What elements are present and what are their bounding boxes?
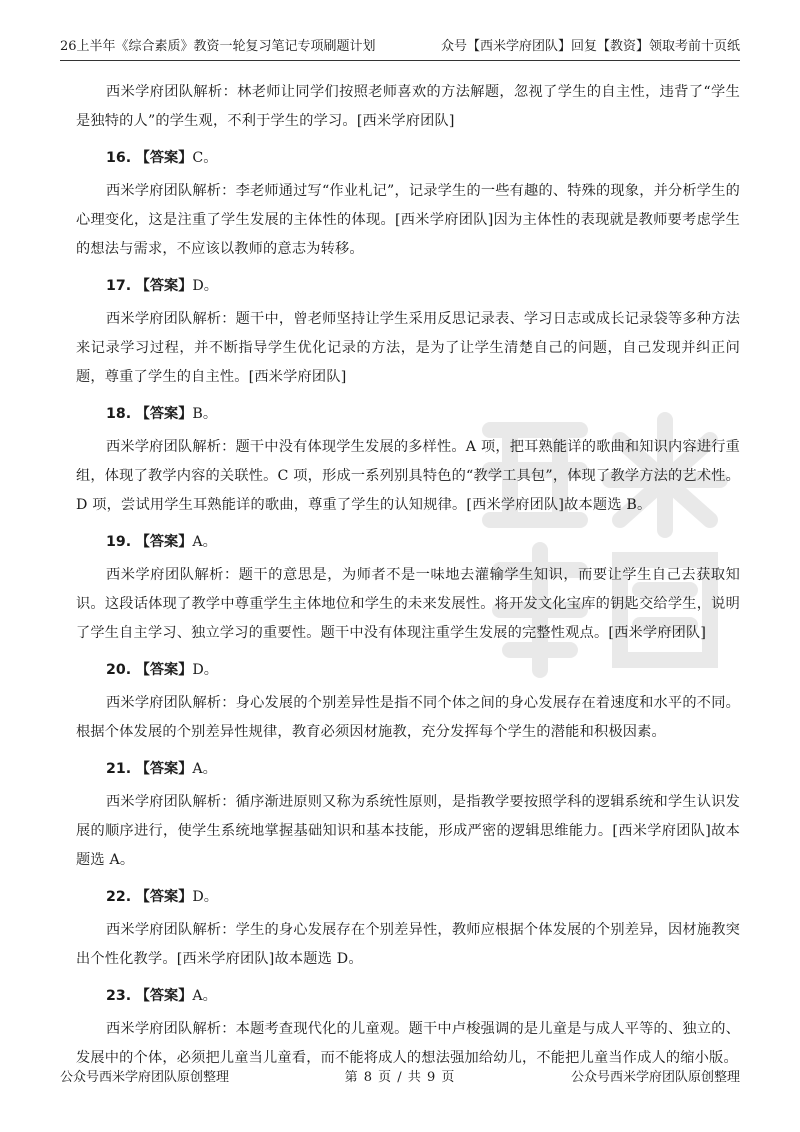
answer-item (76, 883, 740, 974)
answer-choice: A。 (192, 761, 217, 777)
answer-item (76, 755, 740, 875)
question-number: 22. (106, 889, 132, 905)
answer-choice: D。 (192, 662, 218, 678)
document-body (76, 78, 740, 1073)
answer-line (76, 272, 740, 301)
answer-choice: A。 (192, 534, 217, 550)
answer-tag: 【答案】 (135, 889, 193, 905)
answer-item (76, 982, 740, 1073)
answer-tag: 【答案】 (135, 662, 193, 678)
answer-choice: C。 (192, 150, 218, 166)
question-number: 17. (106, 278, 132, 294)
explanation-paragraph: 西米学府团队解析：身心发展的个别差异性是指不同个体之间的身心发展存在着速度和水平的不同。根据个体发展的个别差异性规律，教育必须因材施教，充分发挥每个学生的潜能和积极因素。 (76, 695, 740, 740)
answer-line (76, 528, 740, 557)
answer-line (76, 656, 740, 685)
explanation-paragraph: 西米学府团队解析：题干中没有体现学生发展的多样性。A 项，把耳熟能详的歌曲和知识内容进行重组，体现了教学内容的关联性。C 项，形成一系列别具特色的“教学工具包”，体现了教学方法的艺术性。D 项，尝试用学生耳熟能详的歌曲，尊重了学生的认知规律。[西米学府团队]故本题选 B。 (76, 439, 740, 513)
question-number: 23. (106, 988, 132, 1004)
explanation-paragraph: 西米学府团队解析：学生的身心发展存在个别差异性，教师应根据个体发展的个别差异，因材施教突出个性化教学。[西米学府团队]故本题选 D。 (76, 922, 740, 967)
question-number: 21. (106, 761, 132, 777)
question-number: 16. (106, 150, 132, 166)
answer-list (76, 144, 740, 1073)
answer-line (76, 144, 740, 173)
answer-line (76, 982, 740, 1011)
answer-tag: 【答案】 (135, 761, 193, 777)
explanation-paragraph: 西米学府团队解析：循序渐进原则又称为系统性原则，是指教学要按照学科的逻辑系统和学生认识发展的顺序进行，使学生系统地掌握基础知识和基本技能，形成严密的逻辑思维能力。[西米学府团队]故本题选 A。 (76, 794, 740, 868)
answer-item (76, 400, 740, 520)
answer-line (76, 755, 740, 784)
explanation-paragraph: 西米学府团队解析：题干的意思是，为师者不是一味地去灌输学生知识，而要让学生自己去获取知识。这段话体现了教学中尊重学生主体地位和学生的未来发展性。将开发文化宝库的钥匙交给学生，说明了学生自主学习、独立学习的重要性。题干中没有体现注重学生发展的完整性观点。[西米学府团队] (76, 567, 740, 641)
answer-tag: 【答案】 (135, 150, 193, 166)
question-number: 20. (106, 662, 132, 678)
answer-item (76, 528, 740, 648)
answer-choice: B。 (192, 406, 218, 422)
question-number: 19. (106, 534, 132, 550)
answer-item (76, 656, 740, 747)
footer-right-note: 公众号西米学府团队原创整理 (570, 1070, 740, 1085)
answer-choice: D。 (192, 278, 218, 294)
answer-tag: 【答案】 (135, 278, 193, 294)
answer-choice: A。 (192, 988, 217, 1004)
page-footer (60, 1069, 740, 1087)
question-number: 18. (106, 406, 132, 422)
answer-item (76, 272, 740, 392)
answer-line (76, 883, 740, 912)
page-number: 第 8 页 / 共 9 页 (344, 1070, 456, 1085)
page-header (60, 38, 740, 61)
header-left-title: 26上半年《综合素质》教资一轮复习笔记专项刷题计划 (60, 39, 376, 54)
answer-item (76, 144, 740, 264)
explanation-paragraph: 西米学府团队解析：李老师通过写“作业札记”，记录学生的一些有趣的、特殊的现象，并分析学生的心理变化，这是注重了学生发展的主体性的体现。[西米学府团队]因为主体性的表现就是教师要考虑学生的想法与需求，不应该以教师的意志为转移。 (76, 183, 740, 257)
explanation-paragraph: 西米学府团队解析：题干中，曾老师坚持让学生采用反思记录表、学习日志或成长记录袋等多种方法来记录学习过程，并不断指导学生优化记录的方法，是为了让学生清楚自己的问题，自己发现并纠正问题，尊重了学生的自主性。[西米学府团队] (76, 311, 740, 385)
answer-choice: D。 (192, 889, 218, 905)
header-right-note: 众号【西米学府团队】回复【教资】领取考前十页纸 (440, 39, 740, 54)
explanation-paragraph: 西米学府团队解析：本题考查现代化的儿童观。题干中卢梭强调的是儿童是与成人平等的、独立的、发展中的个体，必须把儿童当儿童看，而不能将成人的想法强加给幼儿，不能把儿童当作成人的缩小版。 (76, 1021, 740, 1066)
answer-line (76, 400, 740, 429)
answer-tag: 【答案】 (135, 534, 193, 550)
intro-explanation: 西米学府团队解析：林老师让同学们按照老师喜欢的方法解题，忽视了学生的自主性，违背了“学生是独特的人”的学生观，不利于学生的学习。[西米学府团队] (76, 84, 740, 129)
answer-tag: 【答案】 (135, 988, 193, 1004)
answer-tag: 【答案】 (135, 406, 193, 422)
footer-left-note: 公众号西米学府团队原创整理 (60, 1070, 230, 1085)
